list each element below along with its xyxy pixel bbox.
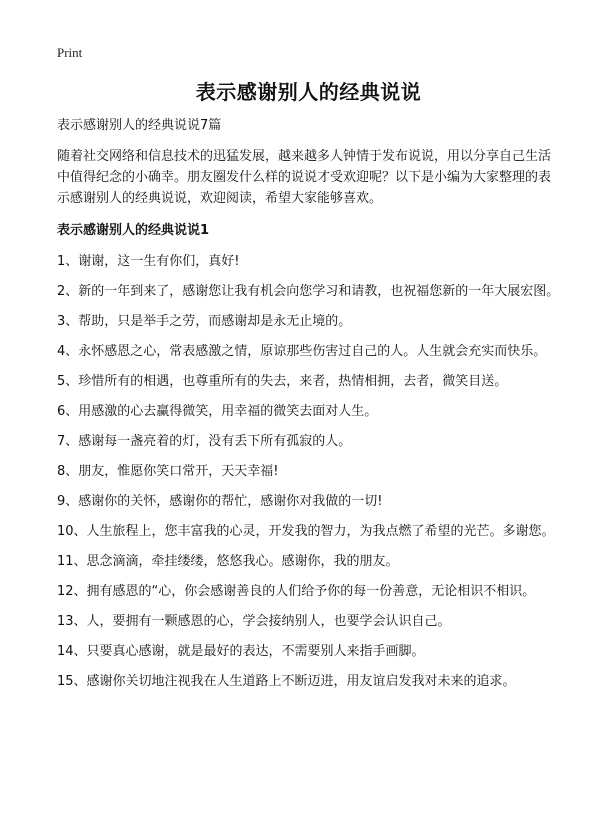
print-link[interactable]: Print [57,45,83,60]
list-item: 12、拥有感恩的“心，你会感谢善良的人们给予你的每一份善意，无论相识不相识。 [57,584,536,599]
list-item: 2、新的一年到来了，感谢您让我有机会向您学习和请教，也祝福您新的一年大展宏图。 [57,284,560,299]
list-item: 15、感谢你关切地注视我在人生道路上不断迈进，用友谊启发我对未来的追求。 [57,674,516,689]
quote-list [57,252,560,692]
list-item: 14、只要真心感谢，就是最好的表达，不需要别人来指手画脚。 [57,644,425,659]
list-item: 3、帮助，只是举手之劳，而感谢却是永无止境的。 [57,314,352,329]
list-item: 8、朋友，惟愿你笑口常开，天天幸福! [57,464,279,479]
list-item: 13、人，要拥有一颗感恩的心，学会接纳别人，也要学会认识自己。 [57,614,451,629]
list-item: 10、人生旅程上，您丰富我的心灵，开发我的智力，为我点燃了希望的光芒。多谢您。 [57,524,555,539]
list-item: 11、思念滴滴，牵挂缕缕，悠悠我心。感谢你，我的朋友。 [57,554,399,569]
list-item: 5、珍惜所有的相遇，也尊重所有的失去，来者，热情相拥，去者，微笑目送。 [57,374,508,389]
list-item: 9、感谢你的关怀，感谢你的帮忙，感谢你对我做的一切! [57,494,383,509]
list-item: 6、用感激的心去赢得微笑，用幸福的微笑去面对人生。 [57,404,378,419]
intro-paragraph: 随着社交网络和信息技术的迅猛发展，越来越多人钟情于发布说说，用以分享自己生活中值得纪念的小确幸。朋友圈发什么样的说说才受欢迎呢？以下是小编为大家整理的表示感谢别人的经典说说，欢迎阅读，希望大家能够喜欢。 [57,149,552,206]
list-item: 4、永怀感恩之心，常表感激之情，原谅那些伤害过自己的人。人生就会充实而快乐。 [57,344,547,359]
list-item: 1、谢谢，这一生有你们，真好! [57,254,240,269]
section-heading: 表示感谢别人的经典说说1 [57,223,210,238]
list-item: 7、感谢每一盏亮着的灯，没有丢下所有孤寂的人。 [57,434,352,449]
page-title: 表示感谢别人的经典说说 [195,80,422,104]
subtitle: 表示感谢别人的经典说说7篇 [57,118,222,133]
